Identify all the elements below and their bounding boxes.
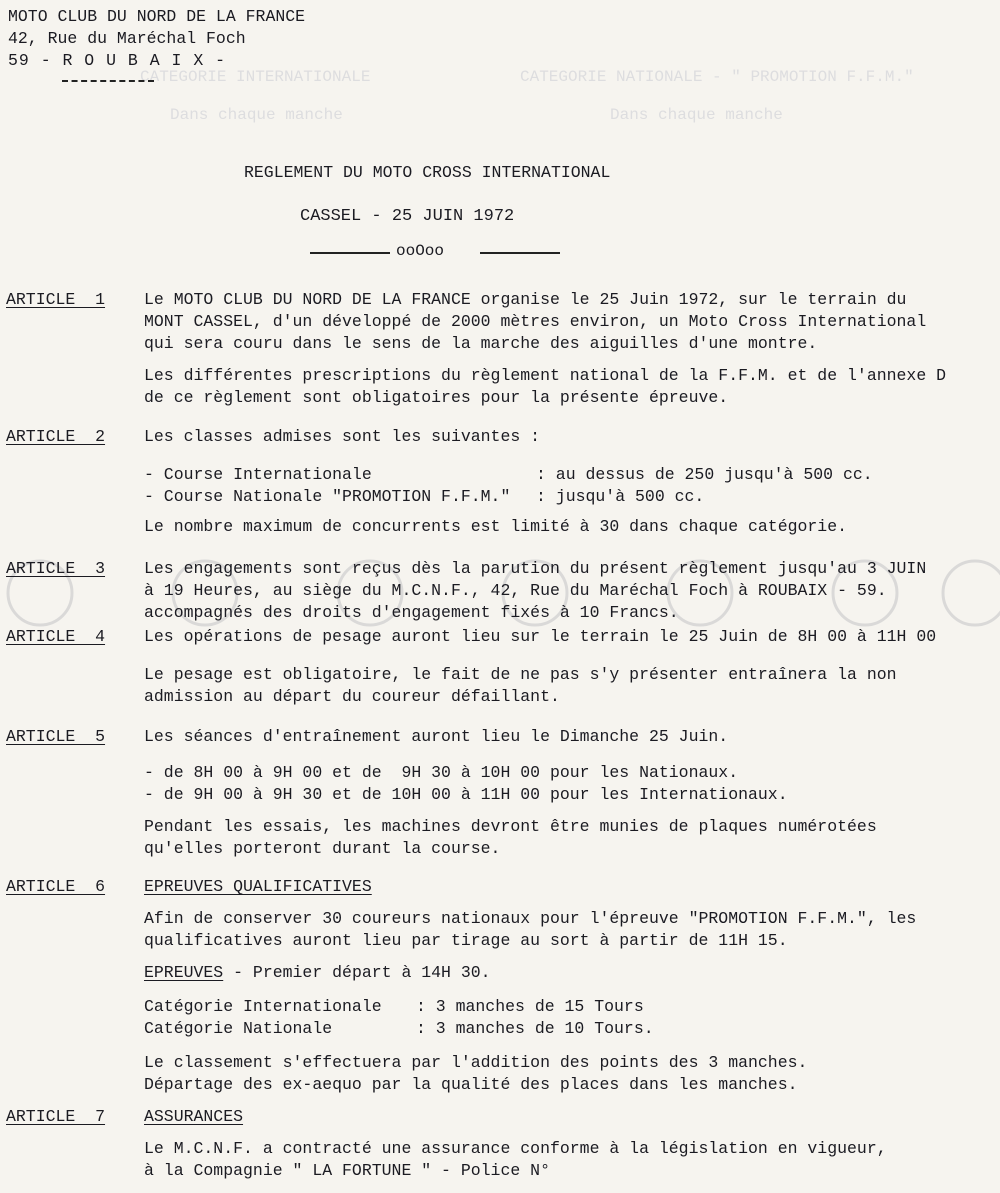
club-name: MOTO CLUB DU NORD DE LA FRANCE bbox=[8, 7, 306, 26]
text-line: qui sera couru dans le sens de la marche des aiguilles d'une montre. bbox=[144, 334, 818, 353]
article-2-note: Le nombre maximum de concurrents est limité à 30 dans chaque catégorie. bbox=[144, 517, 848, 536]
article-1-paragraph-2 bbox=[144, 365, 946, 409]
text-line: admission au départ du coureur défaillant. bbox=[144, 687, 560, 706]
article-1-label: ARTICLE 1 bbox=[6, 290, 106, 309]
article-3-text bbox=[144, 558, 926, 624]
session-internationals: - de 9H 00 à 9H 30 et de 10H 00 à 11H 00 pour les Internationaux. bbox=[144, 785, 788, 804]
class-national: - Course Nationale "PROMOTION F.F.M." bbox=[144, 487, 511, 506]
text-line: à la Compagnie " LA FORTUNE " - Police N° bbox=[144, 1161, 550, 1180]
ornament-line bbox=[480, 252, 560, 254]
article-3-label: ARTICLE 3 bbox=[6, 559, 106, 578]
text-line: Pendant les essais, les machines devront être munies de plaques numérotées bbox=[144, 817, 877, 836]
article-7-label: ARTICLE 7 bbox=[6, 1107, 106, 1126]
title-ornament bbox=[310, 242, 560, 262]
article-5-paragraph-2 bbox=[144, 816, 877, 860]
text-line: Le M.C.N.F. a contracté une assurance conforme à la législation en vigueur, bbox=[144, 1139, 887, 1158]
text-line: Les engagements sont reçus dès la parution du présent règlement jusqu'au 3 JUIN bbox=[144, 559, 927, 578]
text-line: qualificatives auront lieu par tirage au sort à partir de 11H 15. bbox=[144, 931, 788, 950]
article-2-intro: Les classes admises sont les suivantes : bbox=[144, 427, 541, 446]
category-international: Catégorie Internationale bbox=[144, 997, 382, 1016]
article-6-heading: EPREUVES QUALIFICATIVES bbox=[144, 877, 372, 896]
epreuves-label: EPREUVES bbox=[144, 963, 224, 982]
text-line: MONT CASSEL, d'un développé de 2000 mètres environ, un Moto Cross International bbox=[144, 312, 927, 331]
text-line: Le pesage est obligatoire, le fait de ne pas s'y présenter entraînera la non bbox=[144, 665, 897, 684]
article-7-heading: ASSURANCES bbox=[144, 1107, 244, 1126]
category-international-heats: : 3 manches de 15 Tours bbox=[416, 997, 644, 1016]
document-subtitle: CASSEL - 25 JUIN 1972 bbox=[300, 207, 515, 226]
class-international-range: : au dessus de 250 jusqu'à 500 cc. bbox=[536, 465, 873, 484]
article-4-paragraph-2 bbox=[144, 664, 897, 708]
text-line: Le MOTO CLUB DU NORD DE LA FRANCE organise le 25 Juin 1972, sur le terrain du bbox=[144, 290, 907, 309]
bleed-through-text: Dans chaque manche bbox=[610, 106, 783, 124]
article-2-label: ARTICLE 2 bbox=[6, 427, 106, 446]
bleed-through-text: Dans chaque manche bbox=[170, 106, 343, 124]
text-line: de ce règlement sont obligatoires pour la présente épreuve. bbox=[144, 388, 729, 407]
bleed-through-text: CATEGORIE NATIONALE - " PROMOTION F.F.M." bbox=[520, 68, 914, 86]
text-line: qu'elles porteront durant la course. bbox=[144, 839, 501, 858]
article-6-paragraph-1 bbox=[144, 908, 916, 952]
article-6-label: ARTICLE 6 bbox=[6, 877, 106, 896]
article-7-text bbox=[144, 1138, 887, 1182]
class-international: - Course Internationale bbox=[144, 465, 372, 484]
text-line: accompagnés des droits d'engagement fixés à 10 Francs. bbox=[144, 603, 679, 622]
epreuves-text: - Premier départ à 14H 30. bbox=[223, 963, 491, 982]
text-line: Les différentes prescriptions du règlement national de la F.F.M. et de l'annexe D bbox=[144, 366, 947, 385]
category-national: Catégorie Nationale bbox=[144, 1019, 333, 1038]
document-title: REGLEMENT DU MOTO CROSS INTERNATIONAL bbox=[244, 163, 611, 182]
category-national-heats: : 3 manches de 10 Tours. bbox=[416, 1019, 654, 1038]
club-city: 59 - R O U B A I X - bbox=[8, 51, 227, 70]
article-5-label: ARTICLE 5 bbox=[6, 727, 106, 746]
class-national-range: : jusqu'à 500 cc. bbox=[536, 487, 705, 506]
bleed-through-text: CATEGORIE INTERNATIONALE bbox=[140, 68, 371, 86]
text-line: Afin de conserver 30 coureurs nationaux pour l'épreuve "PROMOTION F.F.M.", les bbox=[144, 909, 917, 928]
article-1-text bbox=[144, 289, 926, 355]
letterhead bbox=[8, 6, 305, 72]
text-line: Le classement s'effectuera par l'addition des points des 3 manches. bbox=[144, 1053, 808, 1072]
ornament-line bbox=[310, 252, 390, 254]
text-line: à 19 Heures, au siège du M.C.N.F., 42, Rue du Maréchal Foch à ROUBAIX - 59. bbox=[144, 581, 887, 600]
text-line: Départage des ex-aequo par la qualité des places dans les manches. bbox=[144, 1075, 798, 1094]
article-6-paragraph-3 bbox=[144, 1052, 807, 1096]
club-address: 42, Rue du Maréchal Foch bbox=[8, 29, 246, 48]
session-nationals: - de 8H 00 à 9H 00 et de 9H 30 à 10H 00 pour les Nationaux. bbox=[144, 763, 739, 782]
epreuves-line bbox=[144, 962, 491, 984]
ornament-text: ooOoo bbox=[396, 242, 445, 260]
article-4-text: Les opérations de pesage auront lieu sur le terrain le 25 Juin de 8H 00 à 11H 00 bbox=[144, 627, 937, 646]
header-underline bbox=[62, 80, 154, 82]
article-4-label: ARTICLE 4 bbox=[6, 627, 106, 646]
article-5-text: Les séances d'entraînement auront lieu le Dimanche 25 Juin. bbox=[144, 727, 729, 746]
